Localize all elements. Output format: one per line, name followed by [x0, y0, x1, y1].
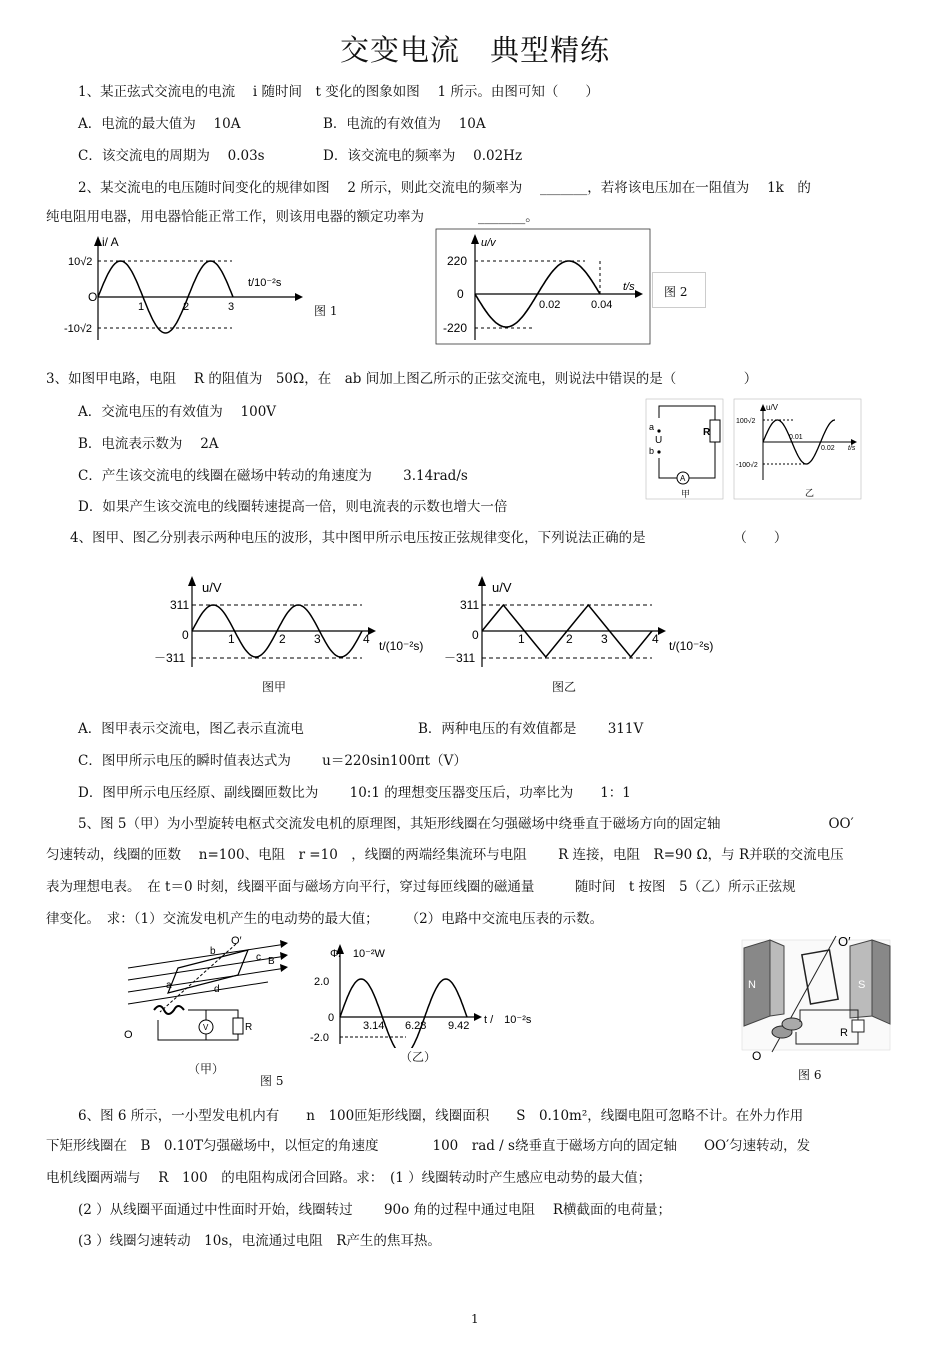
q4-option-d: D．图甲所示电压经原、副线圈匝数比为 10:1 的理想变压器变压后，功率比为 1：1 [78, 785, 631, 801]
q3-yi-ylabel: u/V [766, 403, 779, 412]
fig1-caption: 图 1 [314, 304, 338, 318]
q1-option-b: B．电流的有效值为 10A [323, 116, 486, 132]
q4-yi-tick-4: 4 [652, 632, 659, 646]
q4-jia-tick-4: 4 [363, 632, 370, 646]
q1-option-a: A．电流的最大值为 10A [78, 116, 241, 132]
fig1-tick-1: 1 [138, 301, 145, 313]
fig1-xlabel: t/10⁻²s [248, 277, 282, 289]
q6-line5: (3 ）线圈匀速转动 10s，电流通过电阻 R产生的焦耳热。 [78, 1233, 441, 1249]
fig1-x-arrow [295, 293, 303, 301]
fig5-yi-flux-graph [306, 940, 546, 1048]
fig5-yi-cosine-wave [340, 979, 470, 1048]
fig5-yi-ymin: -2.0 [310, 1032, 329, 1044]
q4-jia-ymax: 311 [170, 598, 190, 612]
q4-jia-ymin: －311 [154, 651, 186, 665]
q2-line1: 2、某交流电的电压随时间变化的规律如图 2 所示，则此交流电的频率为 _______，若将该电压加在一阻值为 1k 的 [78, 180, 811, 196]
q4-jia-xlabel: t/(10⁻²s) [379, 639, 424, 653]
fig5-jia-o1: O′ [231, 935, 242, 947]
fig2-caption: 图 2 [664, 285, 688, 299]
q3-option-a: A．交流电压的有效值为 100V [78, 404, 277, 420]
fig5-yi-tick-2: 6.28 [405, 1020, 427, 1032]
q4-jia-tick-1: 1 [228, 632, 235, 646]
q3-yi-t1: 0.01 [789, 434, 803, 441]
q4-yi-ylabel: u/V [492, 580, 512, 595]
q4-jia-caption: 图甲 [262, 680, 287, 694]
q2-line2: 纯电阻用电器，用电器恰能正常工作，则该用电器的额定功率为 _______。 [46, 209, 539, 225]
fig2-ymin: -220 [443, 321, 468, 335]
fig5-yi-ylabel: Φ/ 10⁻²W [330, 948, 385, 960]
figure-2-voltage-graph [435, 228, 653, 346]
fig2-tick-2: 0.04 [591, 299, 613, 311]
fig5-jia-caption: （甲） [188, 1062, 225, 1076]
fig6-o1: O′ [838, 934, 851, 949]
fig1-ymin: -10√2 [64, 323, 93, 335]
q3-yi-xlabel: t/s [848, 445, 856, 452]
page-number: 1 [471, 1312, 479, 1326]
fig1-tick-3: 3 [228, 301, 235, 313]
fig5-yi-xlabel: t / 10⁻²s [484, 1014, 532, 1026]
fig5-jia-a: a [166, 980, 172, 991]
q6-line4: (2 ）从线圈平面通过中性面时开始，线圈转过 90o 角的过程中通过电阻 R横截面的电荷量； [78, 1202, 671, 1218]
q3-yi-caption: 乙 [805, 488, 815, 498]
fig5-jia-b: b [210, 946, 216, 957]
fig1-ylabel: i/ A [102, 235, 119, 249]
fig5-yi-caption: （乙） [400, 1050, 437, 1064]
q3-jia-a: a [649, 422, 655, 432]
fig5-yi-tick-3: 9.42 [448, 1020, 470, 1032]
fig5-jia-c: c [256, 952, 261, 963]
fig5-jia-generator [118, 930, 298, 1060]
fig5-jia-o: O [124, 1029, 133, 1041]
fig2-tick-1: 0.02 [539, 299, 561, 311]
fig1-ymax: 10√2 [68, 256, 93, 268]
q1-option-d: D．该交流电的频率为 0.02Hz [323, 148, 523, 164]
q3-jia-b: b [649, 446, 655, 456]
q4-yi-tick-3: 3 [601, 632, 608, 646]
q4-yi-tick-1: 1 [518, 632, 525, 646]
q4-yi-ymin: －311 [444, 651, 476, 665]
q3-yi-t2: 0.02 [821, 445, 835, 452]
q3-figure-yi-graph [733, 398, 863, 502]
q4-figure-jia [150, 572, 445, 672]
q6-line2: 下矩形线圈在 B 0.10T匀强磁场中，以恒定的角速度 100 rad / s绕垂直于磁场方向的固定轴 OO′匀速转动，发 [46, 1138, 811, 1154]
q4-jia-zero: 0 [182, 628, 189, 642]
q1-stem: 1、某正弦式交流电的电流 i 随时间 t 变化的图象如图 1 所示。由图可知（ ） [78, 84, 599, 100]
q4-yi-tick-2: 2 [566, 632, 573, 646]
q4-yi-caption: 图乙 [552, 680, 577, 694]
q4-yi-ymax: 311 [460, 598, 480, 612]
q1-option-c: C．该交流电的周期为 0.03s [78, 148, 265, 164]
q4-option-a: A．图甲表示交流电，图乙表示直流电 [78, 721, 304, 737]
q6-line3: 电机线圈两端与 R 100 的电阻构成闭合回路。求： (1 ）线圈转动时产生感应电动势的最大值； [46, 1170, 652, 1186]
fig1-y-arrow [94, 236, 102, 246]
q3-option-d: D．如果产生该交流电的线圈转速提高一倍，则电流表的示数也增大一倍 [78, 499, 508, 515]
q3-yi-ymax: 100√2 [736, 418, 756, 425]
q3-stem: 3、如图甲电路，电阻 R 的阻值为 50Ω，在 ab 间加上图乙所示的正弦交流电，则说法中错误的是（ ） [46, 371, 758, 387]
fig5-jia-r: R [245, 1022, 253, 1033]
fig1-tick-2: 2 [183, 301, 190, 313]
fig6-caption: 图 6 [798, 1068, 822, 1082]
fig6-s: S [858, 979, 866, 991]
q4-jia-tick-3: 3 [314, 632, 321, 646]
q4-figure-yi [440, 572, 740, 672]
fig5-yi-tick-1: 3.14 [363, 1020, 385, 1032]
fig1-origin: O [88, 290, 98, 304]
q3-jia-u: U [655, 435, 663, 446]
fig5-jia-v: V [203, 1023, 209, 1032]
q5-line1: 5、图 5（甲）为小型旋转电枢式交流发电机的原理图，其矩形线圈在匀强磁场中绕垂直于磁场方向的固定轴 OO′ [78, 816, 854, 832]
page-title: 交变电流 典型精练 [339, 33, 610, 67]
q4-jia-tick-2: 2 [279, 632, 286, 646]
fig5-caption: 图 5 [260, 1074, 284, 1088]
figure-1-current-graph [60, 232, 310, 344]
q3-jia-r: R [703, 427, 711, 438]
q3-option-b: B．电流表示数为 2A [78, 436, 219, 452]
fig6-r: R [840, 1027, 848, 1039]
fig2-zero: 0 [457, 287, 464, 301]
fig6-o: O [752, 1049, 762, 1063]
q5-line4: 律变化。 求：（1）交流发电机产生的电动势的最大值； （2）电路中交流电压表的示数。 [46, 911, 604, 927]
q3-jia-meter: A [680, 474, 686, 483]
q3-figure-jia-circuit [645, 398, 725, 502]
q4-jia-ylabel: u/V [202, 580, 222, 595]
q4-yi-xlabel: t/(10⁻²s) [669, 639, 714, 653]
fig5-yi-ymax: 2.0 [314, 976, 330, 988]
fig2-ymax: 220 [447, 254, 468, 268]
q3-jia-caption: 甲 [681, 489, 691, 499]
q4-option-c: C．图甲所示电压的瞬时值表达式为 u＝220sin100πt（V） [78, 753, 467, 769]
fig5-jia-bfield: B [268, 956, 275, 967]
q6-line1: 6、图 6 所示，一小型发电机内有 n 100匝矩形线圈，线圈面积 S 0.10m²，线圈电阻可忽略不计。在外力作用 [78, 1108, 804, 1124]
q5-line3: 表为理想电表。 在 t＝0 时刻，线圈平面与磁场方向平行，穿过每匝线圈的磁通量 随时间 t 按图 5（乙）所示正弦规 [46, 879, 796, 895]
fig6-generator-picture [740, 932, 892, 1064]
q4-yi-zero: 0 [472, 628, 479, 642]
fig5-jia-d: d [214, 984, 220, 995]
q4-option-b: B．两种电压的有效值都是 311V [418, 721, 644, 737]
fig2-ylabel: u/v [481, 237, 496, 249]
q5-line2: 匀速转动，线圈的匝数 n=100、电阻 r =10 ，线圈的两端经集流环与电阻 R 连接，电阻 R=90 Ω，与 R并联的交流电压 [46, 847, 844, 863]
fig2-xlabel: t/s [623, 281, 635, 293]
fig5-yi-zero: 0 [328, 1012, 335, 1024]
q4-stem: 4、图甲、图乙分别表示两种电压的波形，其中图甲所示电压按正弦规律变化，下列说法正确的是 （ ） [70, 530, 788, 546]
q3-yi-ymin: -100√2 [736, 462, 758, 469]
q3-option-c: C．产生该交流电的线圈在磁场中转动的角速度为 3.14rad/s [78, 468, 468, 484]
fig6-n: N [748, 979, 756, 991]
